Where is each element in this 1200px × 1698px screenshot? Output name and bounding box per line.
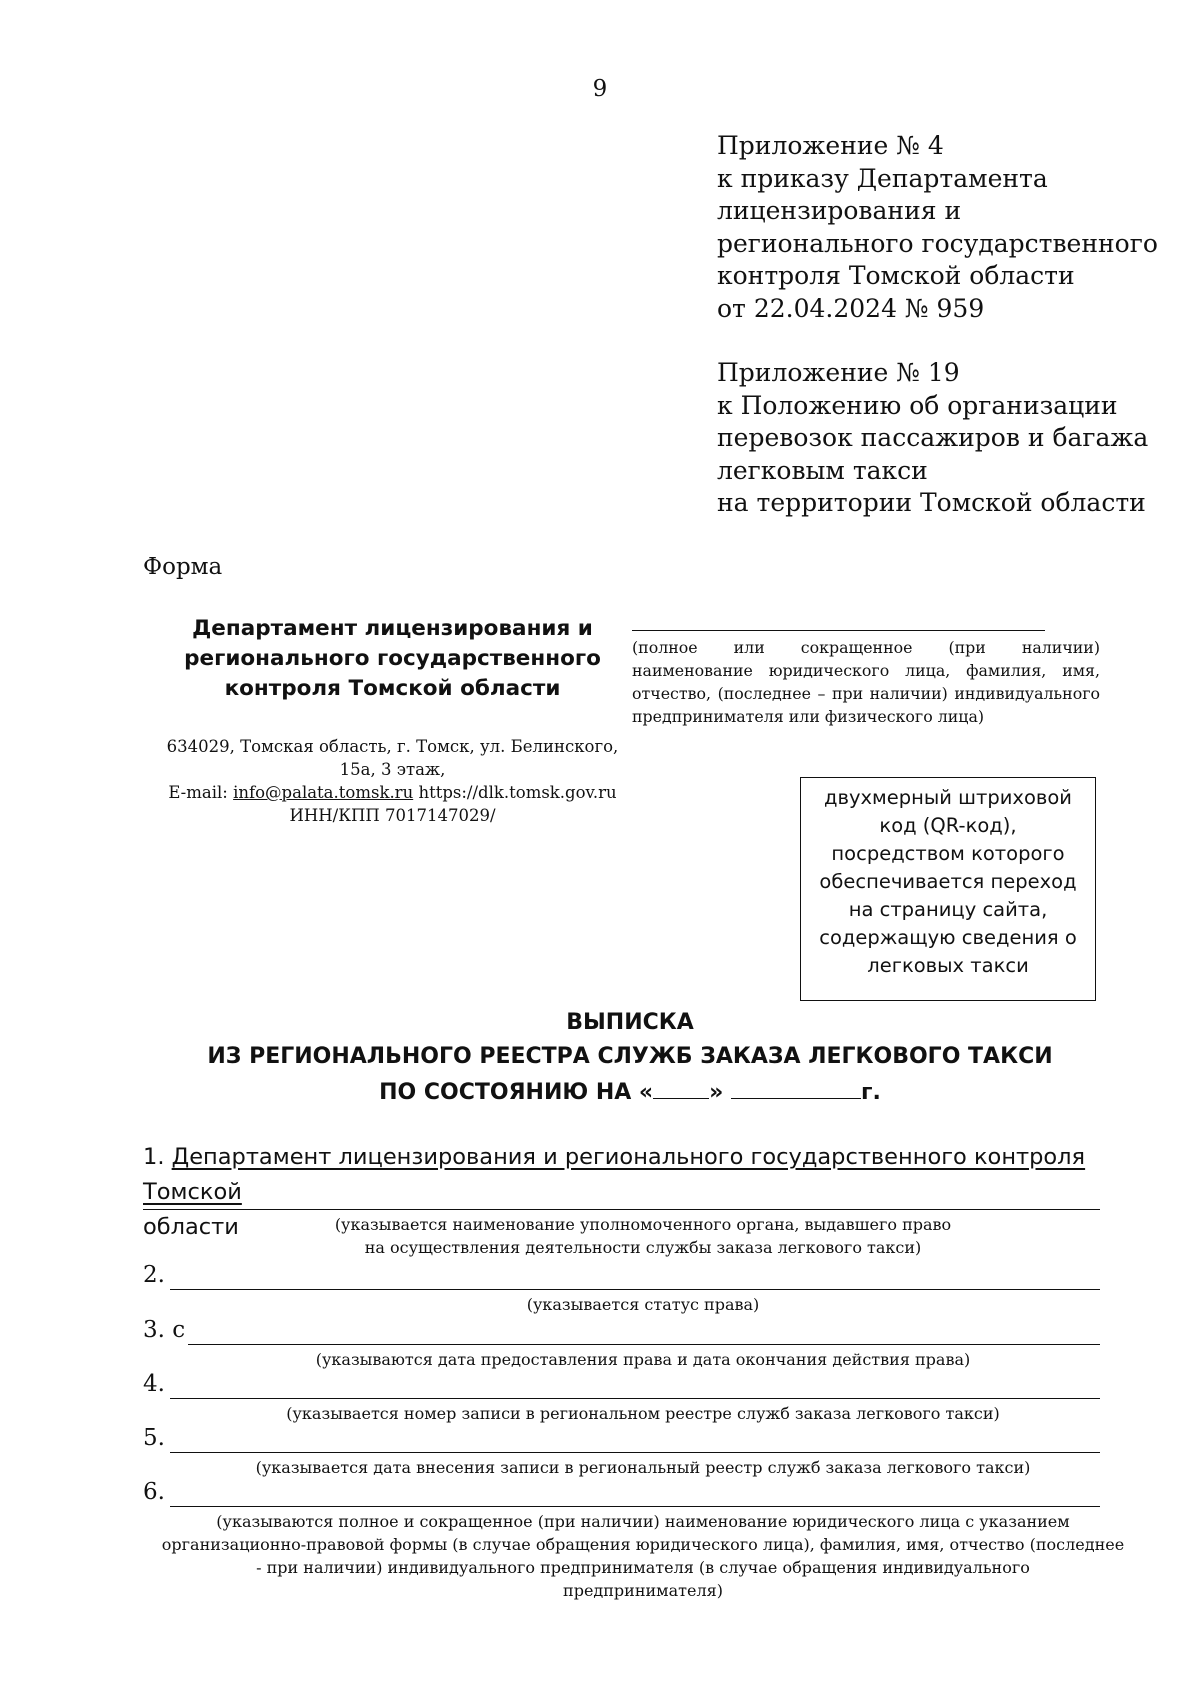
- appendix-order-line: от 22.04.2024 № 959: [717, 293, 985, 323]
- appendix-regulation-line: легковым такси: [717, 455, 928, 485]
- document-title: [0, 1006, 1200, 1110]
- qr-box-line: легковых такси: [867, 954, 1029, 977]
- day-blank: [653, 1074, 709, 1099]
- appendix-order-line: к приказу Департамента: [717, 163, 1048, 193]
- title-date-line: [0, 1074, 1200, 1110]
- item-1-line: [143, 1209, 1100, 1210]
- title-date-prefix: ПО СОСТОЯНИЮ НА «: [379, 1080, 654, 1105]
- item-4-field[interactable]: [170, 1398, 1100, 1399]
- email-prefix: E-mail:: [168, 783, 234, 802]
- appendix-order-line: Приложение № 4: [717, 131, 944, 160]
- issuer-address-line: 15а, 3 этаж,: [339, 760, 446, 779]
- issuer-name-line: контроля Томской области: [224, 676, 561, 701]
- qr-code-placeholder: [800, 777, 1096, 1001]
- appendix-order-line: регионального государственного: [717, 228, 1158, 258]
- appendix-regulation-line: Приложение № 19: [717, 358, 960, 387]
- recipient-field-line: [632, 630, 1045, 631]
- appendix-order-line: контроля Томской области: [717, 261, 1075, 290]
- item-6-hint: [143, 1510, 1143, 1602]
- title-date-mid: »: [709, 1080, 732, 1105]
- issuer-contacts: [140, 781, 645, 804]
- recipient-hint: (полное или сокращенное (при наличии) наименование юридического лица, фамилия, имя, отчество, (последнее – при наличии) индивидуального предпринимателя или физического лица): [632, 638, 1100, 726]
- appendix-regulation-line: к Положению об организации: [717, 390, 1118, 420]
- item-6-hint-line: (указываются полное и сокращенное (при наличии) наименование юридического лица с указанием: [216, 1512, 1070, 1531]
- item-6-hint-line: предпринимателя): [563, 1581, 723, 1600]
- email-link[interactable]: info@palata.tomsk.ru: [233, 783, 414, 802]
- qr-box-line: посредством которого: [831, 842, 1065, 865]
- appendix-regulation-line: перевозок пассажиров и багажа: [717, 423, 1149, 452]
- issuer-address: [140, 735, 645, 827]
- appendix-regulation-block: [717, 357, 1148, 520]
- item-2-hint: (указывается статус права): [526, 1295, 760, 1314]
- item-5-number: 5.: [143, 1425, 165, 1451]
- item-2-field[interactable]: [170, 1289, 1100, 1290]
- appendix-regulation-line: на территории Томской области: [717, 488, 1146, 517]
- item-3-number: 3. с: [143, 1317, 186, 1343]
- item-3-hint: (указываются дата предоставления права и дата окончания действия права): [315, 1350, 971, 1369]
- qr-box-line: обеспечивается переход: [819, 870, 1077, 893]
- appendix-order-block: [717, 130, 1158, 325]
- form-label: Форма: [143, 554, 223, 580]
- page-number: 9: [592, 76, 608, 102]
- issuer-name-line: Департамент лицензирования и: [192, 616, 593, 641]
- qr-box-line: на страницу сайта,: [848, 898, 1048, 921]
- title-line: ВЫПИСКА: [566, 1010, 694, 1035]
- item-6-number: 6.: [143, 1479, 165, 1505]
- item-6-field[interactable]: [170, 1506, 1100, 1507]
- item-3-field[interactable]: [188, 1344, 1100, 1345]
- item-1-number: 1.: [143, 1144, 172, 1170]
- item-4-hint: (указывается номер записи в региональном реестре служб заказа легкового такси): [286, 1404, 1000, 1423]
- item-5-hint: (указывается дата внесения записи в региональный реестр служб заказа легкового такси): [255, 1458, 1031, 1477]
- item-5-field[interactable]: [170, 1452, 1100, 1453]
- item-6-hint-line: - при наличии) индивидуального предпринимателя (в случае обращения индивидуального: [256, 1558, 1030, 1577]
- item-1-hint: [143, 1213, 1143, 1259]
- issuer-address-line: 634029, Томская область, г. Томск, ул. Белинского,: [166, 737, 619, 756]
- issuer-inn-kpp: ИНН/КПП 7017147029/: [289, 806, 496, 825]
- item-1-hint-line: (указывается наименование уполномоченного органа, выдавшего право: [334, 1215, 952, 1234]
- title-date-suffix: г.: [861, 1080, 881, 1105]
- title-line: ИЗ РЕГИОНАЛЬНОГО РЕЕСТРА СЛУЖБ ЗАКАЗА ЛЕГКОВОГО ТАКСИ: [207, 1044, 1053, 1069]
- issuer-name: [150, 614, 635, 704]
- item-1-hint-line: на осуществления деятельности службы заказа легкового такси): [364, 1238, 922, 1257]
- appendix-order-line: лицензирования и: [717, 196, 962, 225]
- qr-box-line: двухмерный штриховой: [824, 786, 1072, 809]
- item-2-number: 2.: [143, 1262, 165, 1288]
- item-4-number: 4.: [143, 1371, 165, 1397]
- qr-box-line: код (QR-код),: [879, 814, 1017, 837]
- website-link: https://dlk.tomsk.gov.ru: [413, 783, 617, 802]
- qr-box-line: содержащую сведения о: [819, 926, 1077, 949]
- month-year-blank: [731, 1074, 861, 1099]
- issuer-name-line: регионального государственного: [184, 646, 601, 671]
- item-1-line1: [143, 1140, 1123, 1210]
- item-1-text: Департамент лицензирования и регионального государственного контроля Томской: [143, 1144, 1086, 1205]
- item-6-hint-line: организационно-правовой формы (в случае обращения юридического лица), фамилия, имя, отчество (последнее: [161, 1535, 1125, 1554]
- item-1-line2: области: [143, 1214, 239, 1240]
